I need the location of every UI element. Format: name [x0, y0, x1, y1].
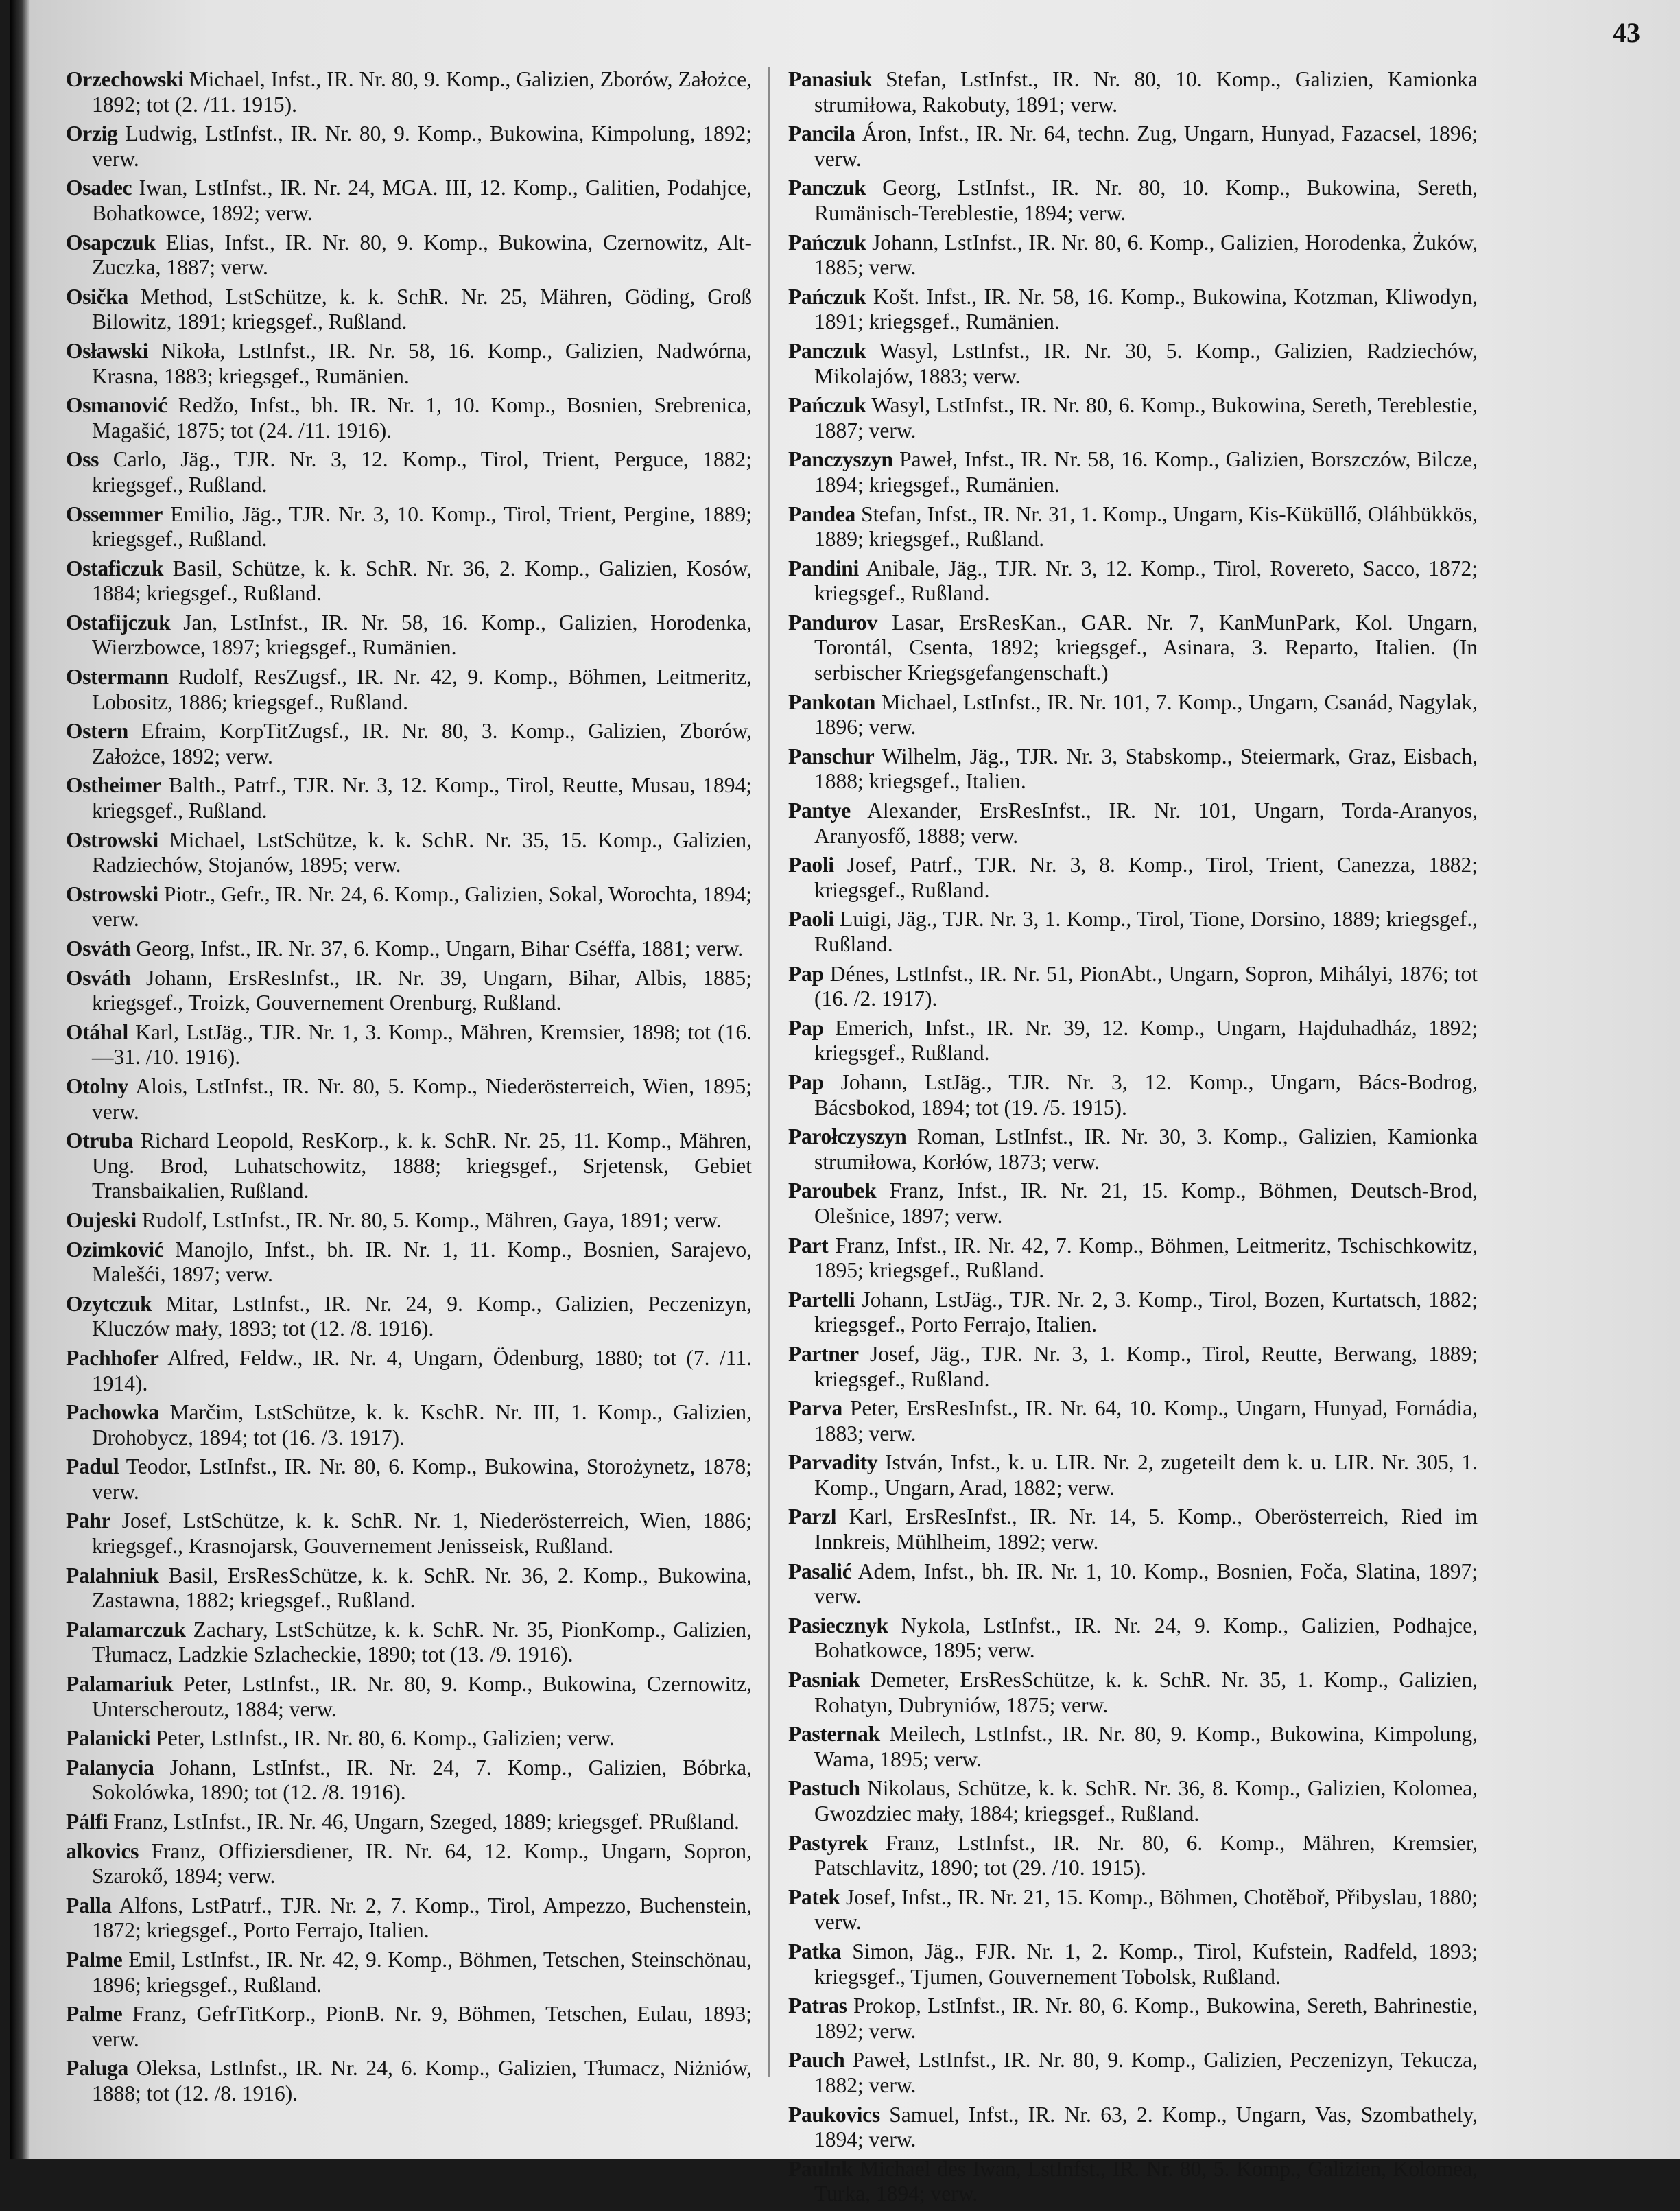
entry-details: Johann, LstInfst., IR. Nr. 24, 7. Komp., Galizien, Bóbrka, Sokolówka, 1890; tot (12. /8. 1916). — [92, 1755, 752, 1805]
entry-surname: Otolny — [66, 1074, 128, 1098]
list-entry — [66, 665, 752, 715]
entry-details: Jan, LstInfst., IR. Nr. 58, 16. Komp., Galizien, Horodenka, Wierzbowce, 1897; kriegsgef., Rumänien. — [92, 610, 752, 660]
entry-details: Adem, Infst., bh. IR. Nr. 1, 10. Komp., Bosnien, Foča, Slatina, 1897; verw. — [814, 1559, 1478, 1609]
entry-details: Balth., Patrf., TJR. Nr. 3, 12. Komp., Tirol, Reutte, Musau, 1894; kriegsgef., Rußland. — [92, 773, 753, 823]
entry-surname: Paoli — [788, 907, 834, 932]
entry-details: Johann, LstJäg., TJR. Nr. 3, 12. Komp., Ungarn, Bács-Bodrog, Bácsbokod, 1894; tot (19. /5. 1915). — [814, 1069, 1478, 1120]
entry-details: Meilech, LstInfst., IR. Nr. 80, 9. Komp., Bukowina, Kimpolung, Wama, 1895; verw. — [814, 1722, 1478, 1771]
entry-surname: Patras — [788, 1994, 847, 2018]
entry-details: Nikolaus, Schütze, k. k. SchR. Nr. 36, 8. Komp., Galizien, Kolomea, Gwozdziec mały, 1884; kriegsgef., Rußland. — [814, 1776, 1478, 1825]
list-entry — [66, 1400, 752, 1450]
entry-surname: Pandea — [788, 501, 855, 526]
entry-surname: Ostern — [66, 719, 128, 744]
entry-surname: Paukovics — [788, 2102, 880, 2127]
list-entry — [788, 1450, 1478, 1500]
entry-surname: Panasiuk — [788, 67, 872, 91]
entry-surname: Osváth — [66, 965, 131, 990]
entry-details: Alexander, ErsResInfst., IR. Nr. 101, Ungarn, Torda-Aranyos, Aranyosfő, 1888; verw. — [814, 799, 1478, 848]
entry-details: Simon, Jäg., FJR. Nr. 1, 2. Komp., Tirol, Kufstein, Radfeld, 1893; kriegsgef., Tjumen, Gouvernement Tobolsk, Rußland. — [814, 1939, 1478, 1989]
list-entry — [66, 1128, 752, 1204]
entry-surname: Palme — [66, 2002, 123, 2026]
entry-details: Teodor, LstInfst., IR. Nr. 80, 6. Komp., Bukowina, Storożynetz, 1878; verw. — [92, 1454, 752, 1504]
list-entry — [788, 2048, 1478, 2098]
entry-details: Richard Leopold, ResKorp., k. k. SchR. Nr. 25, 11. Komp., Mähren, Ung. Brod, Luhatschowitz, 1888; kriegsgef., Srjetensk, Gebiet Transbaikalien, Rußland. — [92, 1128, 753, 1203]
entry-details: Prokop, LstInfst., IR. Nr. 80, 6. Komp., Bukowina, Sereth, Bahrinestie, 1892; verw. — [814, 1994, 1478, 2043]
list-entry — [788, 2157, 1478, 2207]
list-entry — [66, 1208, 752, 1233]
entry-surname: Pastuch — [788, 1776, 860, 1801]
list-entry — [66, 882, 752, 932]
entry-surname: Pastyrek — [788, 1830, 868, 1855]
list-entry — [788, 502, 1478, 552]
list-entry — [788, 1179, 1478, 1229]
entry-details: Franz, GefrTitKorp., PionB. Nr. 9, Böhmen, Tetschen, Eulau, 1893; verw. — [92, 2002, 753, 2051]
entry-surname: Ostrowski — [66, 827, 158, 852]
entry-details: Karl, ErsResInfst., IR. Nr. 14, 5. Komp., Oberösterreich, Ried im Innkreis, Mühlheim, 1892; verw. — [814, 1504, 1478, 1554]
list-entry — [66, 1563, 752, 1613]
column-divider — [768, 67, 770, 2077]
entry-details: Luigi, Jäg., TJR. Nr. 3, 1. Komp., Tirol, Tione, Dorsino, 1889; kriegsgef., Rußland. — [814, 907, 1478, 956]
entry-details: Nikoła, LstInfst., IR. Nr. 58, 16. Komp., Galizien, Nadwórna, Krasna, 1883; kriegsgef., Rumänien. — [92, 338, 753, 388]
list-entry — [66, 1292, 752, 1342]
entry-details: Roman, LstInfst., IR. Nr. 30, 3. Komp., Galizien, Kamionka strumiłowa, Korłów, 1873; verw. — [814, 1124, 1478, 1174]
list-entry — [788, 1831, 1478, 1881]
right-column — [788, 67, 1478, 2211]
entry-details: Ludwig, LstInfst., IR. Nr. 80, 9. Komp., Bukowina, Kimpolung, 1892; verw. — [92, 121, 753, 171]
list-entry — [66, 1948, 752, 1998]
entry-surname: Osławski — [66, 338, 149, 363]
entry-surname: Pańczuk — [788, 284, 866, 309]
entry-surname: Partelli — [788, 1287, 855, 1312]
list-entry — [788, 285, 1478, 335]
entry-surname: Pancila — [788, 121, 855, 146]
list-entry — [788, 1994, 1478, 2044]
list-entry — [66, 393, 752, 443]
list-entry — [66, 1454, 752, 1504]
entry-surname: Pap — [788, 1015, 824, 1040]
list-entry — [66, 1810, 752, 1835]
entry-details: Elias, Infst., IR. Nr. 80, 9. Komp., Bukowina, Czernowitz, Alt-Zuczka, 1887; verw. — [92, 230, 752, 280]
entry-details: Michael des Iwan, LstInfst., IR. Nr. 80, 5. Komp., Galizien, Kolomea, Turka, 1894; verw. — [814, 2156, 1478, 2206]
list-entry — [66, 230, 752, 281]
list-entry — [66, 176, 752, 226]
entry-surname: Panczyszyn — [788, 447, 893, 472]
list-entry — [66, 285, 752, 335]
entry-surname: Partner — [788, 1341, 859, 1366]
entry-details: Josef, Jäg., TJR. Nr. 3, 1. Komp., Tirol, Reutte, Berwang, 1889; kriegsgef., Rußland. — [814, 1341, 1478, 1391]
entry-surname: Otruba — [66, 1128, 133, 1153]
entry-surname: Otáhal — [66, 1019, 128, 1044]
list-entry — [788, 393, 1478, 443]
entry-surname: Ostrowski — [66, 882, 158, 906]
entry-surname: Osváth — [66, 936, 131, 960]
entry-surname: Pańczuk — [788, 393, 866, 418]
entry-surname: Palanycia — [66, 1755, 154, 1780]
entry-surname: Pasiecznyk — [788, 1613, 888, 1637]
list-entry — [788, 1885, 1478, 1935]
list-entry — [66, 936, 752, 962]
list-entry — [788, 1016, 1478, 1066]
entry-surname: Pańczuk — [788, 230, 866, 255]
entry-details: Stefan, LstInfst., IR. Nr. 80, 10. Komp., Galizien, Kamionka strumiłowa, Rakobuty, 1891; verw. — [814, 67, 1478, 117]
list-entry — [788, 962, 1478, 1012]
entry-details: Emilio, Jäg., TJR. Nr. 3, 10. Komp., Tirol, Trient, Pergine, 1889; kriegsgef., Rußland. — [92, 501, 753, 552]
entry-details: Mitar, LstInfst., IR. Nr. 24, 9. Komp., Galizien, Peczenizyn, Kluczów mały, 1893; tot (12. /8. 1916). — [92, 1291, 752, 1341]
entry-surname: Pachowka — [66, 1400, 159, 1425]
entry-details: Lasar, ErsResKan., GAR. Nr. 7, KanMunPark, Kol. Ungarn, Torontál, Csenta, 1892; kriegsgef., Asinara, 3. Reparto, Italien. (In serbischer Kriegsgefangenschaft.) — [814, 610, 1478, 685]
list-entry — [788, 1233, 1478, 1284]
entry-surname: Paluga — [66, 2056, 128, 2081]
entry-surname: Palme — [66, 1947, 123, 1972]
entry-surname: Ossemmer — [66, 501, 163, 526]
entry-surname: Patek — [788, 1884, 840, 1909]
list-entry — [788, 1613, 1478, 1664]
entry-details: Demeter, ErsResSchütze, k. k. SchR. Nr. 35, 1. Komp., Galizien, Rohatyn, Dubryniów, 1875; verw. — [814, 1668, 1478, 1717]
entry-details: Carlo, Jäg., TJR. Nr. 3, 12. Komp., Tirol, Trient, Perguce, 1882; kriegsgef., Rußland. — [92, 447, 753, 497]
entry-details: Piotr., Gefr., IR. Nr. 24, 6. Komp., Galizien, Sokal, Worochta, 1894; verw. — [92, 882, 753, 932]
entry-details: Redžo, Infst., bh. IR. Nr. 1, 10. Komp., Bosnien, Srebrenica, Magašić, 1875; tot (24. /11. 1916). — [92, 393, 753, 442]
entry-details: Peter, LstInfst., IR. Nr. 80, 9. Komp., Bukowina, Czernowitz, Unterscheroutz, 1884; verw. — [92, 1672, 753, 1721]
entry-details: Franz, Offiziersdiener, IR. Nr. 64, 12. Komp., Ungarn, Sopron, Szarokő, 1894; verw. — [92, 1838, 753, 1889]
list-entry — [788, 121, 1478, 172]
entry-details: Oleksa, LstInfst., IR. Nr. 24, 6. Komp., Galizien, Tłumacz, Niżniów, 1888; tot (12. /8. 1916). — [92, 2056, 752, 2105]
entry-surname: Part — [788, 1233, 829, 1257]
entry-surname: Pálfi — [66, 1810, 108, 1834]
entry-details: Josef, LstSchütze, k. k. SchR. Nr. 1, Niederösterreich, Wien, 1886; kriegsgef., Krasnojarsk, Gouvernement Jenisseisk, Rußland. — [92, 1509, 753, 1559]
list-entry — [66, 121, 752, 172]
entry-details: Franz, Infst., IR. Nr. 42, 7. Komp., Böhmen, Leitmeritz, Tschischkowitz, 1895; kriegsgef., Rußland. — [814, 1233, 1478, 1283]
list-entry — [788, 1504, 1478, 1554]
entry-details: Emerich, Infst., IR. Nr. 39, 12. Komp., Ungarn, Hajduhadház, 1892; kriegsgef., Rußland. — [814, 1015, 1478, 1065]
list-entry — [66, 1726, 752, 1751]
list-entry — [788, 1722, 1478, 1772]
entry-details: Alfons, LstPatrf., TJR. Nr. 2, 7. Komp., Tirol, Ampezzo, Buchenstein, 1872; kriegsgef., Porto Ferrajo, Italien. — [92, 1893, 752, 1943]
list-entry — [788, 1288, 1478, 1338]
list-entry — [788, 1070, 1478, 1120]
entry-details: Paweł, Infst., IR. Nr. 58, 16. Komp., Galizien, Borszczów, Bilcze, 1894; kriegsgef., Rumänien. — [814, 447, 1478, 497]
entry-details: Dénes, LstInfst., IR. Nr. 51, PionAbt., Ungarn, Sopron, Mihályi, 1876; tot (16. /2. 1917). — [814, 961, 1478, 1011]
list-entry — [66, 1020, 752, 1070]
list-entry — [788, 176, 1478, 226]
list-entry — [66, 2056, 752, 2106]
entry-surname: Patka — [788, 1939, 842, 1963]
entry-details: Stefan, Infst., IR. Nr. 31, 1. Komp., Ungarn, Kis-Küküllő, Oláhbükkös, 1889; kriegsgef., Rußland. — [814, 501, 1478, 552]
left-column — [66, 67, 752, 2111]
entry-surname: Palamarczuk — [66, 1617, 186, 1642]
list-entry — [788, 556, 1478, 606]
list-entry — [788, 2103, 1478, 2153]
entry-surname: alkovics — [66, 1838, 139, 1863]
book-spine-shadow — [10, 0, 30, 2159]
entry-details: Efraim, KorpTitZugsf., IR. Nr. 80, 3. Komp., Galizien, Zborów, Założce, 1892; verw. — [92, 719, 753, 768]
list-entry — [66, 1238, 752, 1288]
entry-details: Georg, LstInfst., IR. Nr. 80, 10. Komp., Bukowina, Sereth, Rumänisch-Tereblestie, 1894; verw. — [814, 176, 1478, 225]
entry-surname: Orzig — [66, 121, 118, 146]
entry-surname: Pandurov — [788, 610, 878, 635]
entry-surname: Pap — [788, 961, 824, 986]
list-entry — [788, 744, 1478, 794]
list-entry — [788, 853, 1478, 903]
list-entry — [66, 611, 752, 661]
entry-surname: Paulnk — [788, 2156, 853, 2181]
entry-details: Rudolf, LstInfst., IR. Nr. 80, 5. Komp., Mähren, Gaya, 1891; verw. — [141, 1207, 722, 1232]
entry-details: Nykola, LstInfst., IR. Nr. 24, 9. Komp., Galizien, Podhajce, Bohatkowce, 1895; verw. — [814, 1613, 1478, 1663]
entry-details: Franz, Infst., IR. Nr. 21, 15. Komp., Böhmen, Deutsch-Brod, Olešnice, 1897; verw. — [814, 1179, 1478, 1228]
entry-details: Basil, Schütze, k. k. SchR. Nr. 36, 2. Komp., Galizien, Kosów, 1884; kriegsgef., Rußland. — [92, 556, 752, 606]
entry-surname: Pandini — [788, 556, 859, 580]
entry-details: Wasyl, LstInfst., IR. Nr. 30, 5. Komp., Galizien, Radziechów, Mikolajów, 1883; verw. — [814, 338, 1478, 388]
entry-details: Paweł, LstInfst., IR. Nr. 80, 9. Komp., Galizien, Peczenizyn, Tekucza, 1882; verw. — [814, 2048, 1478, 2097]
entry-surname: Panschur — [788, 744, 875, 768]
list-entry — [66, 1893, 752, 1943]
list-entry — [788, 1396, 1478, 1446]
entry-surname: Parzl — [788, 1504, 837, 1529]
entry-details: Michael, Infst., IR. Nr. 80, 9. Komp., Galizien, Zborów, Założce, 1892; tot (2. /11. 1915). — [92, 67, 752, 117]
entry-details: Wasyl, LstInfst., IR. Nr. 80, 6. Komp., Bukowina, Sereth, Tereblestie, 1887; verw. — [814, 393, 1478, 442]
entry-surname: Ostermann — [66, 665, 169, 689]
entry-details: Peter, ErsResInfst., IR. Nr. 64, 10. Komp., Ungarn, Hunyad, Fornádia, 1883; verw. — [814, 1396, 1478, 1445]
entry-surname: Pantye — [788, 799, 851, 823]
entry-surname: Parva — [788, 1396, 842, 1421]
entry-surname: Paoli — [788, 853, 834, 877]
list-entry — [788, 1342, 1478, 1392]
entry-details: Johann, ErsResInfst., IR. Nr. 39, Ungarn, Bihar, Albis, 1885; kriegsgef., Troizk, Gouvernement Orenburg, Rußland. — [92, 965, 753, 1015]
entry-surname: Ostafijczuk — [66, 610, 171, 635]
list-entry — [788, 1124, 1478, 1174]
list-entry — [66, 1074, 752, 1124]
entry-details: Franz, LstInfst., IR. Nr. 80, 6. Komp., Mähren, Kremsier, Patschlavitz, 1890; tot (29. /10. 1915). — [814, 1830, 1478, 1880]
list-entry — [788, 1668, 1478, 1718]
list-entry — [788, 447, 1478, 497]
entry-details: István, Infst., k. u. LIR. Nr. 2, zugeteilt dem k. u. LIR. Nr. 305, 1. Komp., Ungarn, Arad, 1882; verw. — [814, 1450, 1478, 1500]
entry-surname: Pachhofer — [66, 1345, 159, 1370]
entry-details: Josef, Patrf., TJR. Nr. 3, 8. Komp., Tirol, Trient, Canezza, 1882; kriegsgef., Rußland. — [814, 853, 1478, 902]
list-entry — [66, 447, 752, 497]
entry-details: Michael, LstSchütze, k. k. SchR. Nr. 35, 15. Komp., Galizien, Radziechów, Stojanów, 1895; verw. — [92, 827, 753, 877]
list-entry — [788, 690, 1478, 740]
entry-surname: Panczuk — [788, 176, 866, 200]
entry-surname: Ozimković — [66, 1237, 164, 1262]
entry-details: Josef, Infst., IR. Nr. 21, 15. Komp., Böhmen, Chotěboř, Přibyslau, 1880; verw. — [814, 1884, 1478, 1935]
entry-surname: Palahniuk — [66, 1563, 159, 1587]
list-entry — [66, 502, 752, 552]
list-entry — [66, 339, 752, 389]
entry-details: Georg, Infst., IR. Nr. 37, 6. Komp., Ungarn, Bihar Cséffa, 1881; verw. — [136, 936, 744, 960]
list-entry — [66, 1618, 752, 1668]
list-entry — [788, 339, 1478, 389]
entry-details: Alois, LstInfst., IR. Nr. 80, 5. Komp., Niederösterreich, Wien, 1895; verw. — [92, 1074, 753, 1124]
entry-surname: Pasternak — [788, 1722, 880, 1747]
entry-surname: Ostheimer — [66, 773, 162, 798]
entry-details: Michael, LstInfst., IR. Nr. 101, 7. Komp., Ungarn, Csanád, Nagylak, 1896; verw. — [814, 689, 1478, 740]
entry-surname: Paroubek — [788, 1179, 877, 1203]
list-entry — [66, 556, 752, 606]
entry-details: Samuel, Infst., IR. Nr. 63, 2. Komp., Ungarn, Vas, Szombathely, 1894; verw. — [814, 2102, 1478, 2152]
list-entry — [66, 1346, 752, 1396]
list-entry — [66, 2002, 752, 2052]
entry-surname: Osička — [66, 284, 128, 309]
entry-details: Peter, LstInfst., IR. Nr. 80, 6. Komp., Galizien; verw. — [156, 1726, 615, 1751]
entry-surname: Osapczuk — [66, 230, 156, 255]
entry-surname: Parvadity — [788, 1450, 878, 1475]
list-entry — [788, 611, 1478, 686]
entry-surname: Osadec — [66, 176, 132, 200]
entry-surname: Pasniak — [788, 1668, 860, 1692]
entry-details: Iwan, LstInfst., IR. Nr. 24, MGA. III, 12. Komp., Galitien, Podahjce, Bohatkowce, 1892; verw. — [92, 176, 753, 225]
entry-surname: Padul — [66, 1454, 119, 1479]
entry-details: Alfred, Feldw., IR. Nr. 4, Ungarn, Ödenburg, 1880; tot (7. /11. 1914). — [92, 1345, 752, 1395]
entry-surname: Ozytczuk — [66, 1291, 152, 1316]
entry-details: Emil, LstInfst., IR. Nr. 42, 9. Komp., Böhmen, Tetschen, Steinschönau, 1896; kriegsgef., Rußland. — [92, 1947, 752, 1997]
entry-details: Johann, LstJäg., TJR. Nr. 2, 3. Komp., Tirol, Bozen, Kurtatsch, 1882; kriegsgef., Porto Ferrajo, Italien. — [814, 1287, 1478, 1337]
book-page — [10, 0, 1680, 2206]
entry-details: Košt. Infst., IR. Nr. 58, 16. Komp., Bukowina, Kotzman, Kliwodyn, 1891; kriegsgef., Rumänien. — [814, 284, 1478, 334]
list-entry — [66, 966, 752, 1016]
list-entry — [788, 1776, 1478, 1826]
entry-details: Manojlo, Infst., bh. IR. Nr. 1, 11. Komp., Bosnien, Sarajevo, Malešći, 1897; verw. — [92, 1237, 752, 1287]
entry-surname: Ostaficzuk — [66, 556, 164, 580]
entry-details: Basil, ErsResSchütze, k. k. SchR. Nr. 36, 2. Komp., Bukowina, Zastawna, 1882; kriegsgef., Rußland. — [92, 1563, 752, 1613]
entry-details: Franz, LstInfst., IR. Nr. 46, Ungarn, Szeged, 1889; kriegsgef. PRußland. — [113, 1810, 740, 1834]
entry-details: Áron, Infst., IR. Nr. 64, techn. Zug, Ungarn, Hunyad, Fazacsel, 1896; verw. — [814, 121, 1478, 171]
list-entry — [66, 1672, 752, 1722]
list-entry — [66, 1509, 752, 1559]
entry-surname: Pankotan — [788, 689, 876, 714]
page-number: 43 — [1613, 17, 1640, 48]
entry-surname: Palla — [66, 1893, 112, 1917]
entry-surname: Palanicki — [66, 1726, 151, 1751]
entry-surname: Osmanović — [66, 393, 167, 418]
list-entry — [788, 1939, 1478, 1989]
entry-surname: Panczuk — [788, 338, 866, 363]
list-entry — [66, 719, 752, 769]
entry-details: Rudolf, ResZugsf., IR. Nr. 42, 9. Komp., Böhmen, Leitmeritz, Lobositz, 1886; kriegsgef., Rußland. — [92, 665, 752, 714]
list-entry — [788, 1559, 1478, 1609]
entry-details: Method, LstSchütze, k. k. SchR. Nr. 25, Mähren, Göding, Groß Bilowitz, 1891; kriegsgef., Rußland. — [92, 284, 753, 334]
entry-details: Johann, LstInfst., IR. Nr. 80, 6. Komp., Galizien, Horodenka, Żuków, 1885; verw. — [814, 230, 1478, 280]
list-entry — [66, 1839, 752, 1889]
list-entry — [788, 907, 1478, 957]
list-entry — [788, 230, 1478, 281]
entry-surname: Pahr — [66, 1509, 111, 1533]
entry-surname: Oujeski — [66, 1207, 137, 1232]
entry-surname: Pauch — [788, 2048, 845, 2072]
entry-surname: Pap — [788, 1069, 824, 1094]
entry-details: Wilhelm, Jäg., TJR. Nr. 3, Stabskomp., Steiermark, Graz, Eisbach, 1888; kriegsgef., Italien. — [814, 744, 1478, 794]
list-entry — [66, 828, 752, 878]
entry-surname: Pasalić — [788, 1559, 852, 1583]
entry-details: Karl, LstJäg., TJR. Nr. 1, 3. Komp., Mähren, Kremsier, 1898; tot (16.—31. /10. 1916). — [92, 1019, 753, 1069]
entry-surname: Oss — [66, 447, 99, 472]
list-entry — [788, 67, 1478, 117]
entry-details: Marčim, LstSchütze, k. k. KschR. Nr. III, 1. Komp., Galizien, Drohobycz, 1894; tot (16. /3. 1917). — [92, 1400, 752, 1450]
entry-surname: Palamariuk — [66, 1672, 174, 1696]
entry-surname: Parołczyszyn — [788, 1124, 907, 1149]
entry-surname: Orzechowski — [66, 67, 184, 91]
list-entry — [788, 799, 1478, 849]
entry-details: Anibale, Jäg., TJR. Nr. 3, 12. Komp., Tirol, Rovereto, Sacco, 1872; kriegsgef., Rußland. — [814, 556, 1478, 606]
list-entry — [66, 1755, 752, 1806]
entry-details: Zachary, LstSchütze, k. k. SchR. Nr. 35, PionKomp., Galizien, Tłumacz, Ladzkie Szlacheckie, 1890; tot (13. /9. 1916). — [92, 1617, 752, 1667]
list-entry — [66, 67, 752, 117]
list-entry — [66, 773, 752, 823]
